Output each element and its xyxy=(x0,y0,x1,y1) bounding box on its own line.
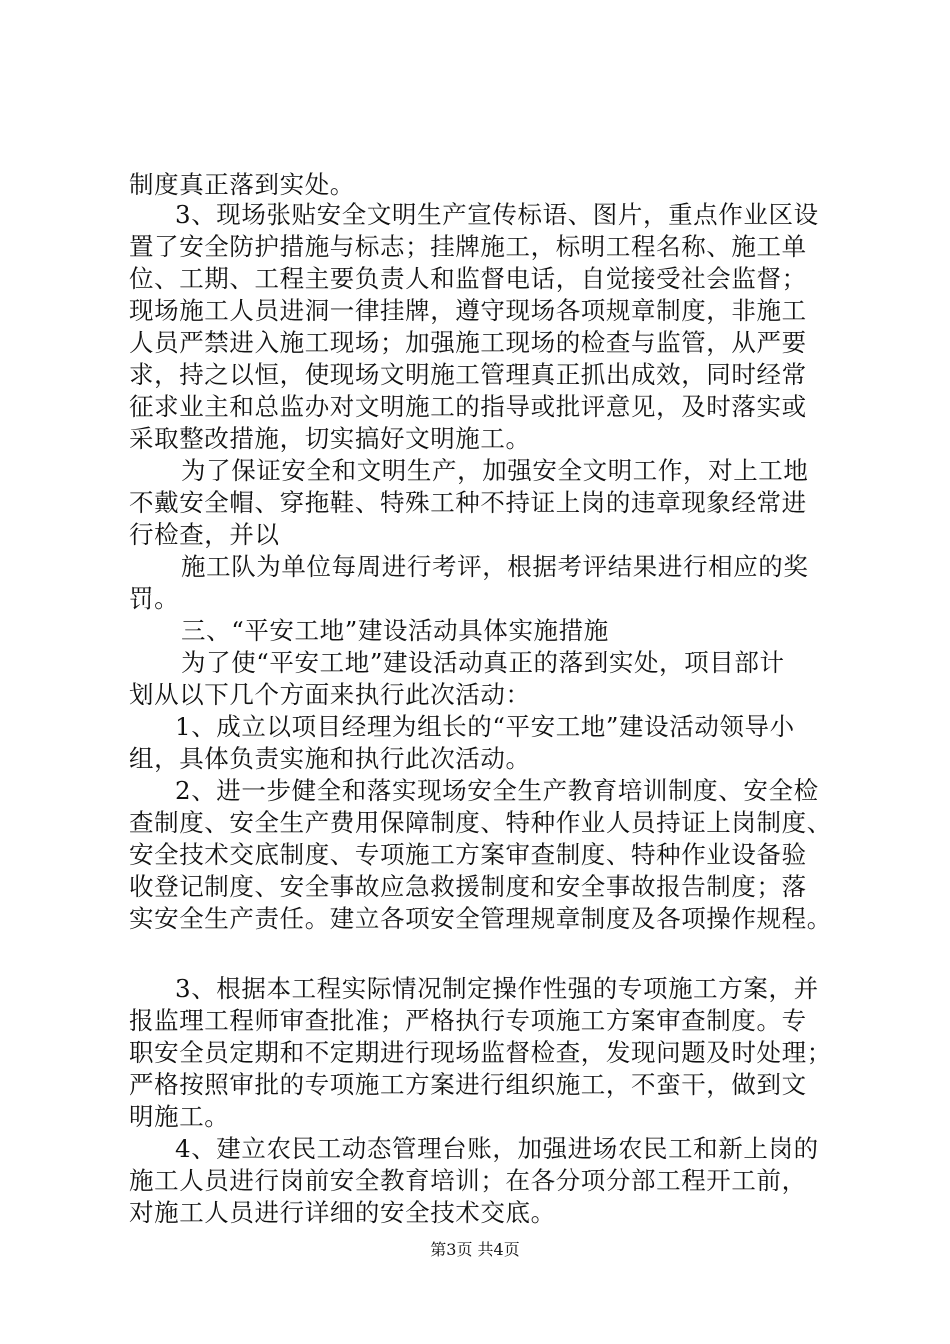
text-line: 3、现场张贴安全文明生产宣传标语、图片，重点作业区设 xyxy=(175,200,819,229)
text-line: 划从以下几个方面来执行此次活动： xyxy=(129,680,531,709)
text-line: 施工队为单位每周进行考评，根据考评结果进行相应的奖 xyxy=(181,552,809,581)
text-line: 求，持之以恒，使现场文明施工管理真正抓出成效，同时经常 xyxy=(129,360,807,389)
text-line: 收登记制度、安全事故应急救援制度和安全事故报告制度；落 xyxy=(129,872,807,901)
text-line: 安全技术交底制度、专项施工方案审查制度、特种作业设备验 xyxy=(129,840,807,869)
text-line: 3、根据本工程实际情况制定操作性强的专项施工方案，并 xyxy=(175,974,819,1003)
text-line: 1、成立以项目经理为组长的“平安工地”建设活动领导小 xyxy=(175,712,795,741)
text-line: 实安全生产责任。建立各项安全管理规章制度及各项操作规程。 xyxy=(129,904,832,933)
text-line: 征求业主和总监办对文明施工的指导或批评意见，及时落实或 xyxy=(129,392,807,421)
text-line: 严格按照审批的专项施工方案进行组织施工，不蛮干，做到文 xyxy=(129,1070,807,1099)
text-line: 报监理工程师审查批准；严格执行专项施工方案审查制度。专 xyxy=(129,1006,807,1035)
text-line: 2、进一步健全和落实现场安全生产教育培训制度、安全检 xyxy=(175,776,819,805)
text-line: 施工人员进行岗前安全教育培训；在各分项分部工程开工前， xyxy=(129,1166,807,1195)
text-line: 位、工期、工程主要负责人和监督电话，自觉接受社会监督； xyxy=(129,264,807,293)
text-line: 为了保证安全和文明生产，加强安全文明工作，对上工地 xyxy=(181,456,809,485)
text-line: 4、建立农民工动态管理台账，加强进场农民工和新上岗的 xyxy=(175,1134,819,1163)
text-line: 罚。 xyxy=(129,584,180,613)
text-line: 对施工人员进行详细的安全技术交底。 xyxy=(129,1198,556,1227)
text-line: 采取整改措施，切实搞好文明施工。 xyxy=(129,424,531,453)
text-line: 明施工。 xyxy=(129,1102,230,1131)
text-line: 置了安全防护措施与标志；挂牌施工，标明工程名称、施工单 xyxy=(129,232,807,261)
text-line: 行检查，并以 xyxy=(129,520,280,549)
text-line: 制度真正落到实处。 xyxy=(129,170,355,199)
text-line: 不戴安全帽、穿拖鞋、特殊工种不持证上岗的违章现象经常进 xyxy=(129,488,807,517)
text-line: 查制度、安全生产费用保障制度、特种作业人员持证上岗制度、 xyxy=(129,808,832,837)
text-line: 现场施工人员进洞一律挂牌，遵守现场各项规章制度，非施工 xyxy=(129,296,807,325)
text-line: 人员严禁进入施工现场；加强施工现场的检查与监管，从严要 xyxy=(129,328,807,357)
section-heading: 三、“平安工地”建设活动具体实施措施 xyxy=(181,616,609,645)
text-line: 组，具体负责实施和执行此次活动。 xyxy=(129,744,531,773)
text-line: 为了使“平安工地”建设活动真正的落到实处，项目部计 xyxy=(181,648,785,677)
page-footer: 第3页 共4页 xyxy=(430,1240,520,1259)
text-line: 职安全员定期和不定期进行现场监督检查，发现问题及时处理； xyxy=(129,1038,832,1067)
